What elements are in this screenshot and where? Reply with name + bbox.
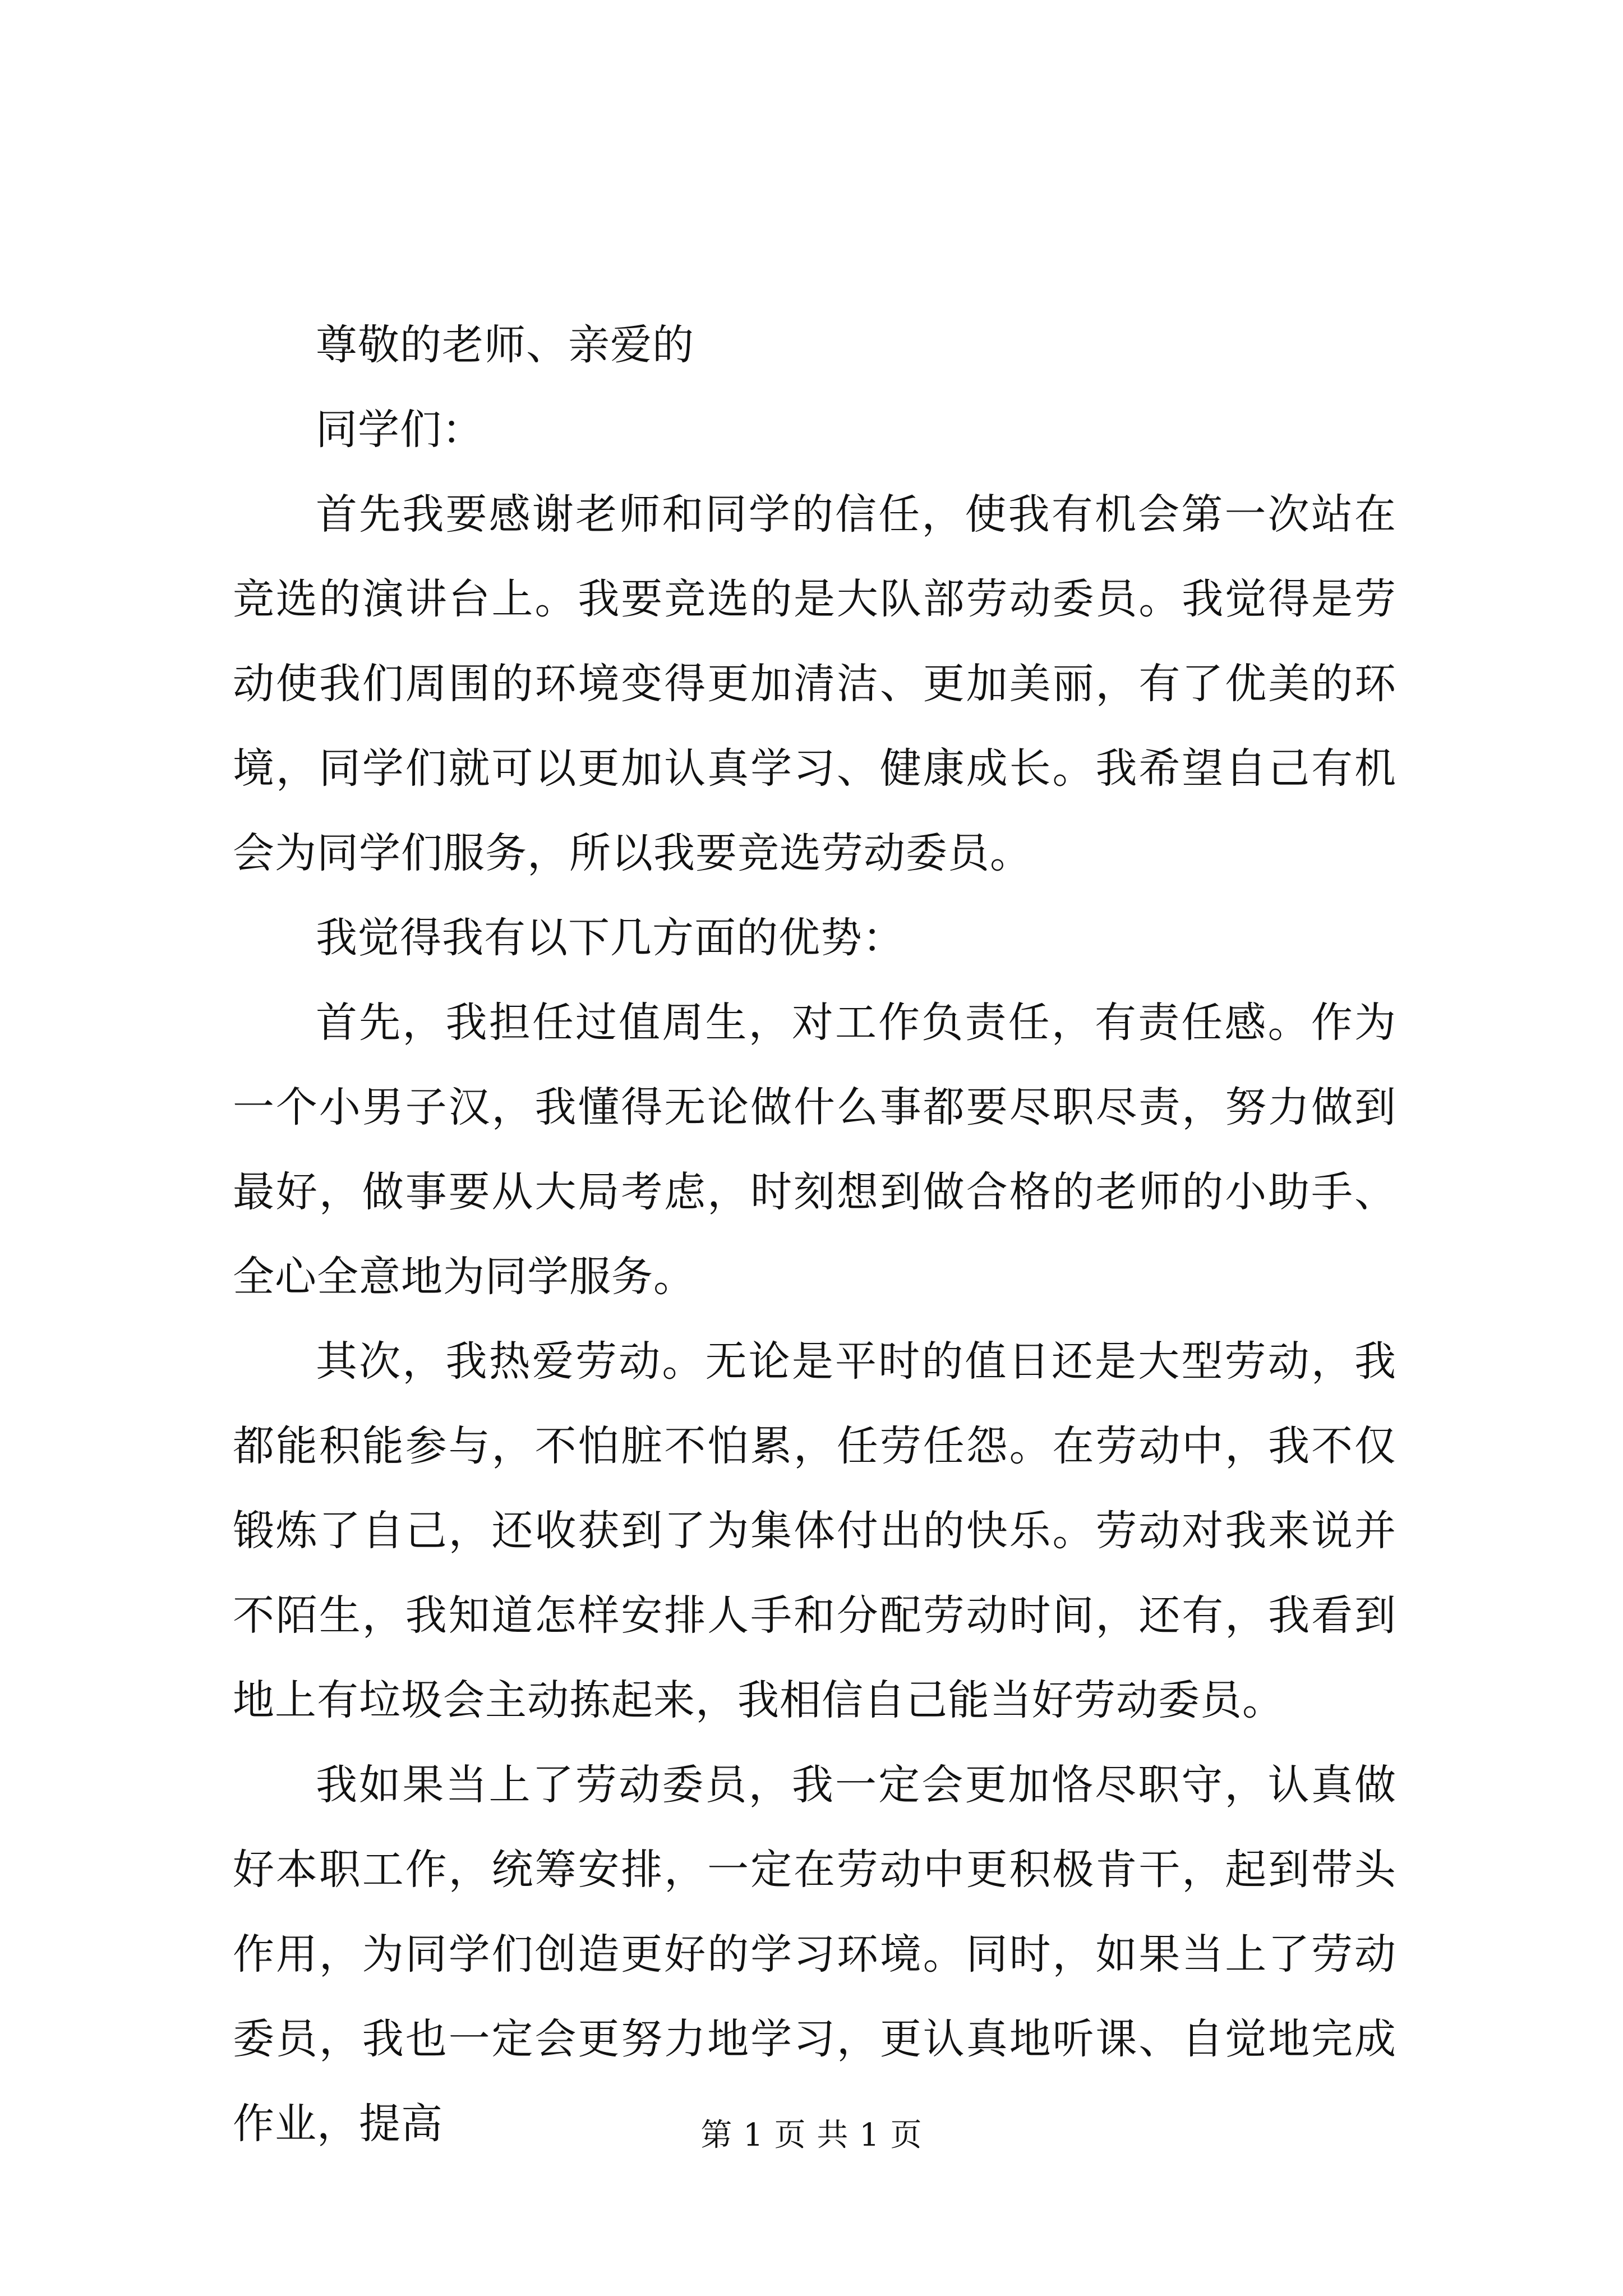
paragraph-advantages-heading: 我觉得我有以下几方面的优势： (316, 914, 905, 962)
document-body (233, 303, 1396, 2166)
paragraph-first-advantage: 首先，我担任过值周生，对工作负责任，有责任感。作为一个小男子汉，我懂得无论做什么事都要尽职尽责，努力做到最好，做事要从大局考虑，时刻想到做合格的老师的小助手、全心全意地为同学服务。 (233, 999, 1396, 1301)
paragraph-commitment: 我如果当上了劳动委员，我一定会更加恪尽职守，认真做好本职工作，统筹安排，一定在劳动中更积极肯干，起到带头作用，为同学们创造更好的学习环境。同时，如果当上了劳动委员，我也一定会更努力地学习，更认真地听课、自觉地完成作业，提高 (233, 1761, 1396, 2148)
salutation-line-1: 尊敬的老师、亲爱的 (316, 321, 694, 369)
paragraph-intro: 首先我要感谢老师和同学的信任，使我有机会第一次站在竞选的演讲台上。我要竞选的是大队部劳动委员。我觉得是劳动使我们周围的环境变得更加清洁、更加美丽，有了优美的环境，同学们就可以更加认真学习、健康成长。我希望自己有机会为同学们服务，所以我要竞选劳动委员。 (233, 490, 1396, 877)
salutation-line-2: 同学们： (316, 406, 484, 454)
paragraph-second-advantage: 其次，我热爱劳动。无论是平时的值日还是大型劳动，我都能积能参与，不怕脏不怕累，任劳任怨。在劳动中，我不仅锻炼了自己，还收获到了为集体付出的快乐。劳动对我来说并不陌生，我知道怎样安排人手和分配劳动时间，还有，我看到地上有垃圾会主动拣起来，我相信自己能当好劳动委员。 (233, 1337, 1396, 1724)
page-number-footer: 第 1 页 共 1 页 (700, 2117, 923, 2154)
